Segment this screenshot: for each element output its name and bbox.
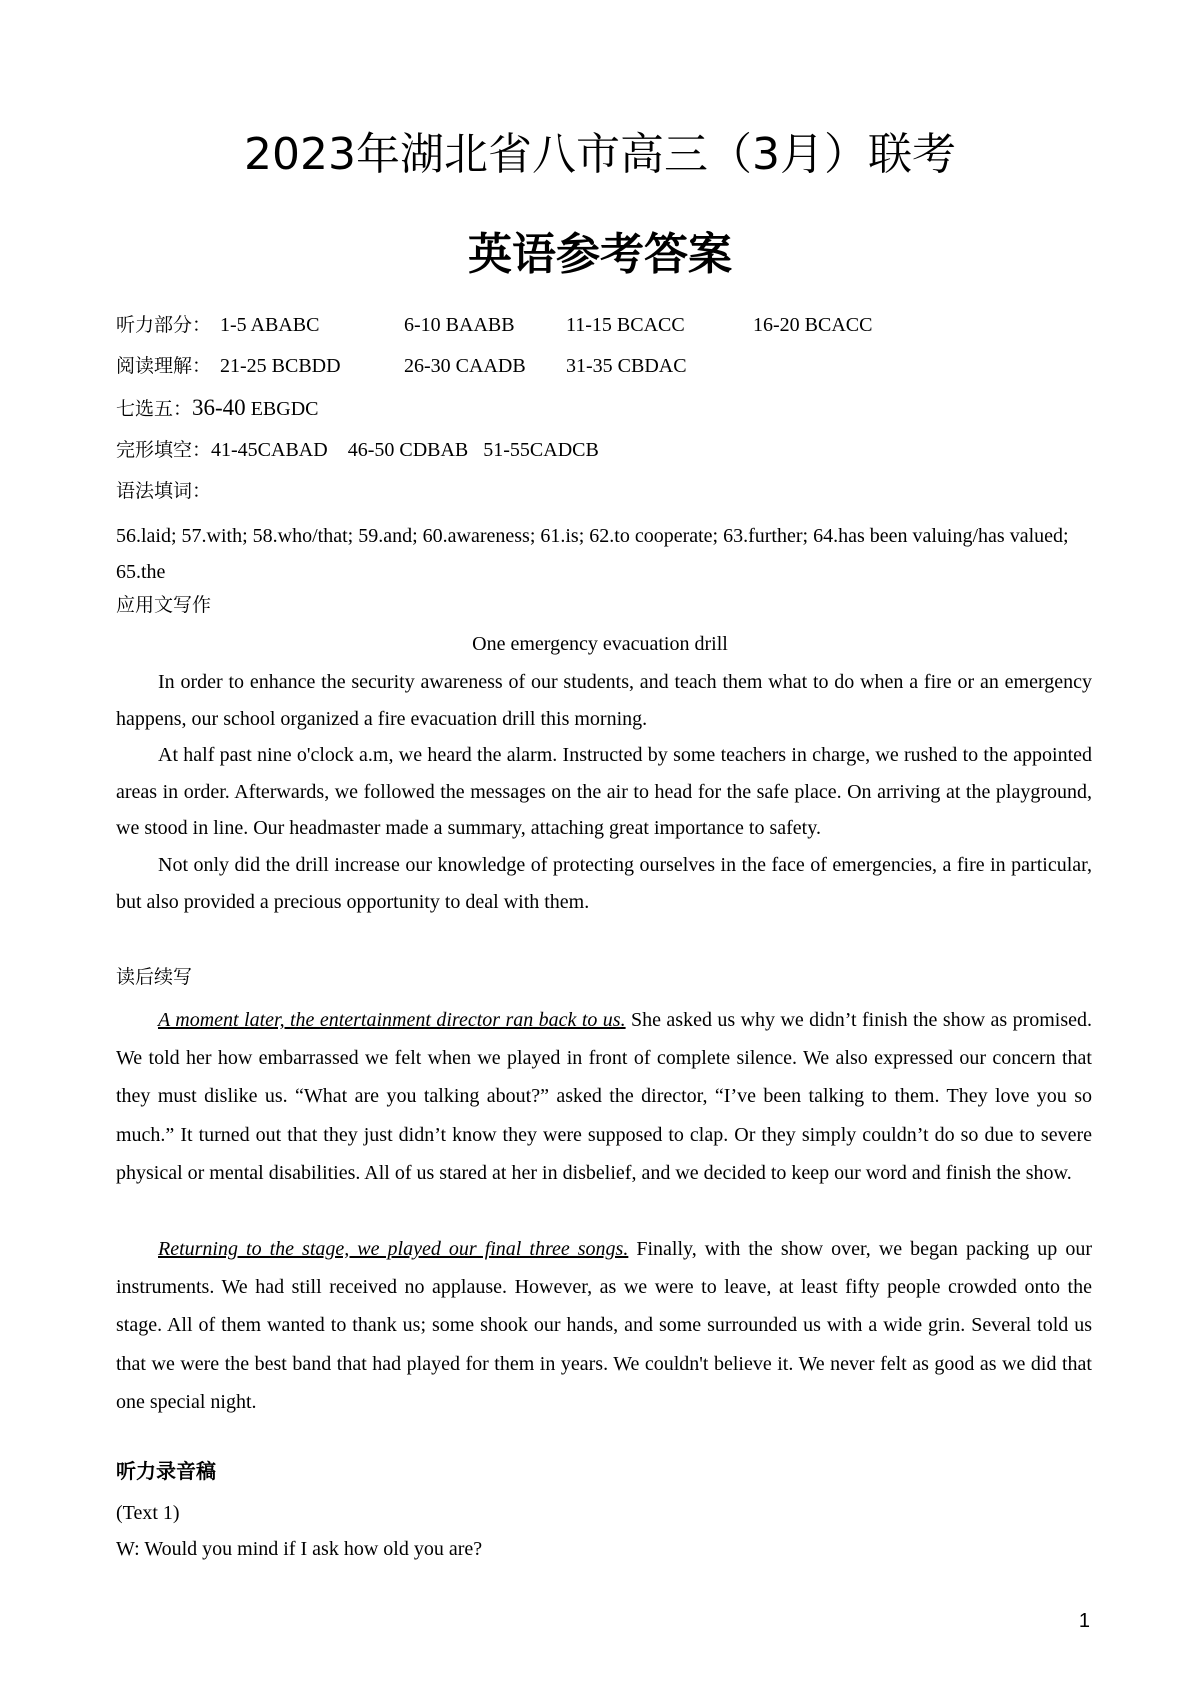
paragraph-body: Finally, with the show over, we began packing up our instruments. We had still received no applause. However, as we were to leave, at least fifty people crowded onto the stage. All of them wanted to thank us; some shook our hands, and some surrounded us with a wide grin. Several told us that we were the best band that had played for them in years. We couldn't believe it. We never felt as good as we did that one special night. bbox=[116, 1238, 1092, 1413]
transcript-label: 听力录音稿 bbox=[116, 1459, 216, 1483]
answer-group: 1-5 ABABC bbox=[220, 314, 320, 336]
answer-group: 11-15 BCACC bbox=[566, 314, 685, 336]
page-title: 2023年湖北省八市高三（3月）联考 bbox=[244, 129, 956, 180]
continuation-label: 读后续写 bbox=[116, 966, 193, 988]
essay-title: One emergency evacuation drill bbox=[472, 633, 728, 655]
continuation-label-line bbox=[116, 965, 192, 989]
listening-label: 听力部分： bbox=[116, 314, 212, 336]
reading-label: 阅读理解： bbox=[116, 355, 212, 377]
answer-group: 41-45CABAD bbox=[211, 439, 328, 461]
transcript-line: W: Would you mind if I ask how old you are? bbox=[116, 1538, 483, 1560]
listening-answers bbox=[116, 313, 211, 337]
applied-writing-label: 应用文写作 bbox=[116, 594, 212, 616]
seven-label: 七选五： bbox=[116, 398, 193, 420]
answer-group: 21-25 BCBDD bbox=[220, 355, 341, 377]
text-label: (Text 1) bbox=[116, 1502, 180, 1524]
answer-group: 51-55CADCB bbox=[483, 439, 599, 461]
answer-group: 31-35 CBDAC bbox=[566, 355, 687, 377]
continuation-paragraph-1 bbox=[116, 1001, 1092, 1192]
seven-choose-five-answers bbox=[116, 396, 318, 421]
grammar-label-line bbox=[116, 479, 211, 503]
given-opening-sentence: Returning to the stage, we played our final three songs. bbox=[158, 1238, 629, 1260]
transcript-label-line bbox=[116, 1459, 216, 1484]
given-opening-sentence: A moment later, the entertainment director ran back to us. bbox=[158, 1009, 626, 1031]
grammar-label: 语法填词： bbox=[116, 480, 212, 502]
seven-answer: EBGDC bbox=[250, 398, 319, 420]
paragraph-body: She asked us why we didn’t finish the show as promised. We told her how embarrassed we felt when we played in front of complete silence. We also expressed our concern that they must dislike us. “What are you talking about?” asked the director, “I’ve been talking to them. They love you so much.” It turned out that they just didn’t know they were supposed to clap. Or they simply couldn’t do so due to severe physical or mental disabilities. All of us stared at her in disbelief, and we decided to keep our word and finish the show. bbox=[116, 1009, 1092, 1184]
answer-group: 26-30 CAADB bbox=[404, 355, 526, 377]
page-subtitle: 英语参考答案 bbox=[468, 229, 732, 280]
grammar-answers: 56.laid; 57.with; 58.who/that; 59.and; 60.awareness; 61.is; 62.to cooperate; 63.further; 64.has been valuing/has valued; 65.the bbox=[116, 525, 1069, 583]
answer-group: 16-20 BCACC bbox=[753, 314, 873, 336]
essay-paragraph: At half past nine o'clock a.m, we heard the alarm. Instructed by some teachers in charge, we rushed to the appointed areas in order. Afterwards, we followed the messages on the air to head for the safe place. On arriving at the playground, we stood in line. Our headmaster made a summary, attaching great importance to safety. bbox=[116, 744, 1092, 839]
page-number: 1 bbox=[1078, 1610, 1090, 1632]
essay-paragraph: In order to enhance the security awareness of our students, and teach them what to do when a fire or an emergency happens, our school organized a fire evacuation drill this morning. bbox=[116, 671, 1092, 730]
answer-group: 46-50 CDBAB bbox=[347, 439, 469, 461]
reading-answers bbox=[116, 354, 211, 378]
answer-group: 6-10 BAABB bbox=[404, 314, 515, 336]
continuation-paragraph-2 bbox=[116, 1230, 1092, 1421]
cloze-answers bbox=[116, 438, 599, 462]
seven-range: 36-40 bbox=[192, 395, 246, 420]
cloze-label: 完形填空： bbox=[116, 439, 212, 461]
essay-paragraph: Not only did the drill increase our knowledge of protecting ourselves in the face of emergencies, a fire in particular, but also provided a precious opportunity to deal with them. bbox=[116, 854, 1092, 913]
applied-writing-label-line bbox=[116, 593, 211, 617]
